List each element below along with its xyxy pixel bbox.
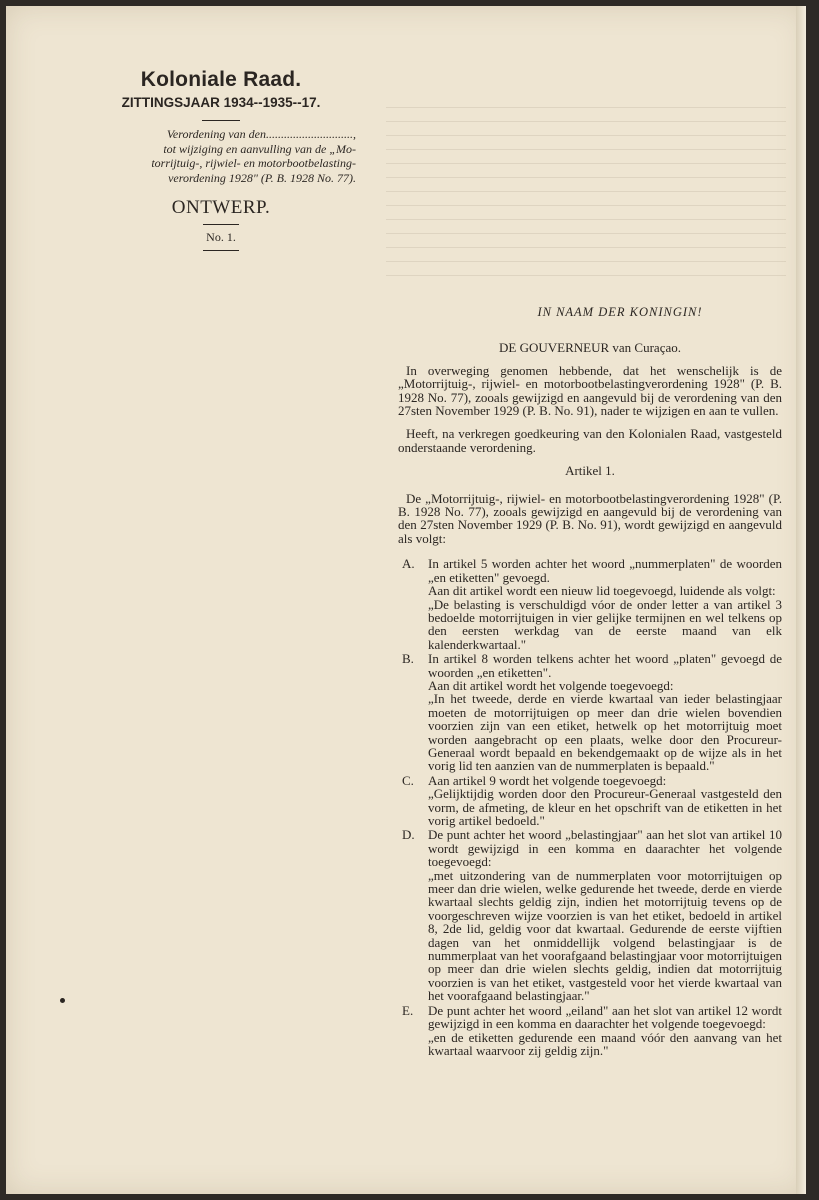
bleed-through-text bbox=[386, 98, 786, 288]
draft-number: No. 1. bbox=[206, 230, 236, 244]
amendment-item bbox=[398, 1004, 782, 1058]
divider bbox=[203, 224, 239, 225]
document-page bbox=[6, 6, 806, 1194]
preamble-paragraph: In overweging genomen hebbende, dat het wenschelijk is de „Motorrijtuig-, rijwiel- en motorbootbelastingverordening 1928" (P. B. 1928 No. 77), zooals gewijzigd en aangevuld bij de verordening van den 27sten November 1929 (P. B. No. 91), nader te wijzigen en aan te vullen. bbox=[398, 362, 782, 419]
item-text: Aan dit artikel wordt het volgende toegevoegd: bbox=[428, 677, 674, 693]
subject-line: verordening 1928" (P. B. 1928 No. 77). bbox=[168, 170, 356, 185]
subject-line: torrijtuig-, rijwiel- en motorbootbelasting- bbox=[151, 156, 356, 170]
ordinance-body bbox=[398, 306, 782, 1058]
council-title: Koloniale Raad. bbox=[140, 68, 302, 91]
item-letter: A. bbox=[402, 556, 415, 572]
item-text: „en de etiketten gedurende een maand vóór den aanvang van het kwartaal waarvoor zij geldig zijn." bbox=[428, 1029, 782, 1058]
item-text: Aan artikel 9 wordt het volgende toegevoegd: bbox=[428, 772, 667, 788]
item-text: „met uitzondering van de nummerplaten voor motorrijtuigen op meer dan drie wielen, welke gedurende het tweede, derde en vierde kwartaal slechts geldig zijn, indien het motorrijtuig tevens op de voorgeschreven wijze voorzien is van het etiket, bedoeld in artikel 8, 2de lid, geldig voor dat kwartaal. Gedurende de eerste vijftien dagen van het onmiddellijk volgend belastingjaar is de nummerplaat van het voorafgaand belastingjaar voor motorrijtuigen op meer dan drie wielen slechts geldig, indien dat motorrijtuig voorzien is van het etiket, vastgesteld voor het vierde kwartaal van het voorafgaand belastingjaar." bbox=[428, 867, 782, 1004]
item-text: De punt achter het woord „eiland" aan het slot van artikel 12 wordt gewijzigd in een komma en daarachter het volgende toegevoegd: bbox=[428, 1002, 782, 1032]
divider bbox=[203, 250, 239, 251]
governor-line: DE GOUVERNEUR van Curaçao. bbox=[499, 340, 681, 356]
item-letter: C. bbox=[402, 772, 414, 788]
amendment-list bbox=[398, 557, 782, 1057]
subject-line: tot wijziging en aanvulling van de „Mo- bbox=[163, 141, 356, 156]
item-letter: B. bbox=[402, 651, 414, 667]
royal-heading: IN NAAM DER KONINGIN! bbox=[537, 305, 703, 319]
article-intro: De „Motorrijtuig-, rijwiel- en motorbootbelastingverordening 1928" (P. B. 1928 No. 77), zooals gewijzigd en aangevuld bij de verordening van den 27sten November 1929 (P. B. No. 91), wordt gewijzigd en aangevuld als volgt: bbox=[398, 490, 782, 546]
draft-label: ONTWERP. bbox=[171, 197, 271, 218]
amendment-item bbox=[398, 828, 782, 1002]
item-text: Aan dit artikel wordt een nieuw lid toegevoegd, luidende als volgt: bbox=[428, 583, 776, 599]
amendment-item bbox=[398, 557, 782, 651]
page-spine bbox=[796, 6, 806, 1194]
header-block bbox=[86, 68, 356, 256]
session-year: ZITTINGSJAAR 1934--1935--17. bbox=[121, 95, 321, 110]
item-text: „In het tweede, derde en vierde kwartaal van ieder belastingjaar moeten de motorrijtuigen op meer dan drie wielen bovendien voorzien zijn van een etiket, hetwelk op het motorrijtuig moet worden aangebracht op een plaats, welke door den Procureur-Generaal wordt bepaald en bekendgemaakt op de wijze als in het vorig lid ten aanzien van de nummerplaten is bepaald." bbox=[428, 691, 782, 774]
item-text: In artikel 5 worden achter het woord „nummerplaten" de woorden „en etiketten" gevoegd. bbox=[428, 556, 782, 585]
ink-speck bbox=[60, 998, 65, 1003]
subject-line: Verordening van den............................., bbox=[166, 127, 356, 141]
article-title: Artikel 1. bbox=[565, 463, 615, 479]
enactment-paragraph: Heeft, na verkregen goedkeuring van den Kolonialen Raad, vastgesteld onderstaande verordening. bbox=[398, 426, 782, 455]
item-text: „De belasting is verschuldigd vóor de onder letter a van artikel 3 bedoelde motorrijtuigen in vier gelijke termijnen en wel telkens op den eersten werkdag van de eerste maand van elk kalenderkwartaal." bbox=[428, 596, 782, 652]
item-letter: D. bbox=[402, 827, 415, 843]
item-text: In artikel 8 worden telkens achter het woord „platen" gevoegd de woorden „en etiketten". bbox=[428, 651, 782, 680]
divider bbox=[202, 120, 240, 121]
item-text: „Gelijktijdig worden door den Procureur-Generaal vastgesteld den vorm, de afmeting, de kleur en het opschrift van de etiketten in het vorig artikel bedoeld." bbox=[428, 786, 782, 828]
amendment-item bbox=[398, 774, 782, 828]
item-letter: E. bbox=[402, 1002, 414, 1018]
amendment-item bbox=[398, 652, 782, 773]
item-text: De punt achter het woord „belastingjaar" aan het slot van artikel 10 wordt gewijzigd in een komma en daarachter het volgende toegevoegd: bbox=[428, 827, 782, 870]
ordinance-subject bbox=[94, 127, 356, 185]
